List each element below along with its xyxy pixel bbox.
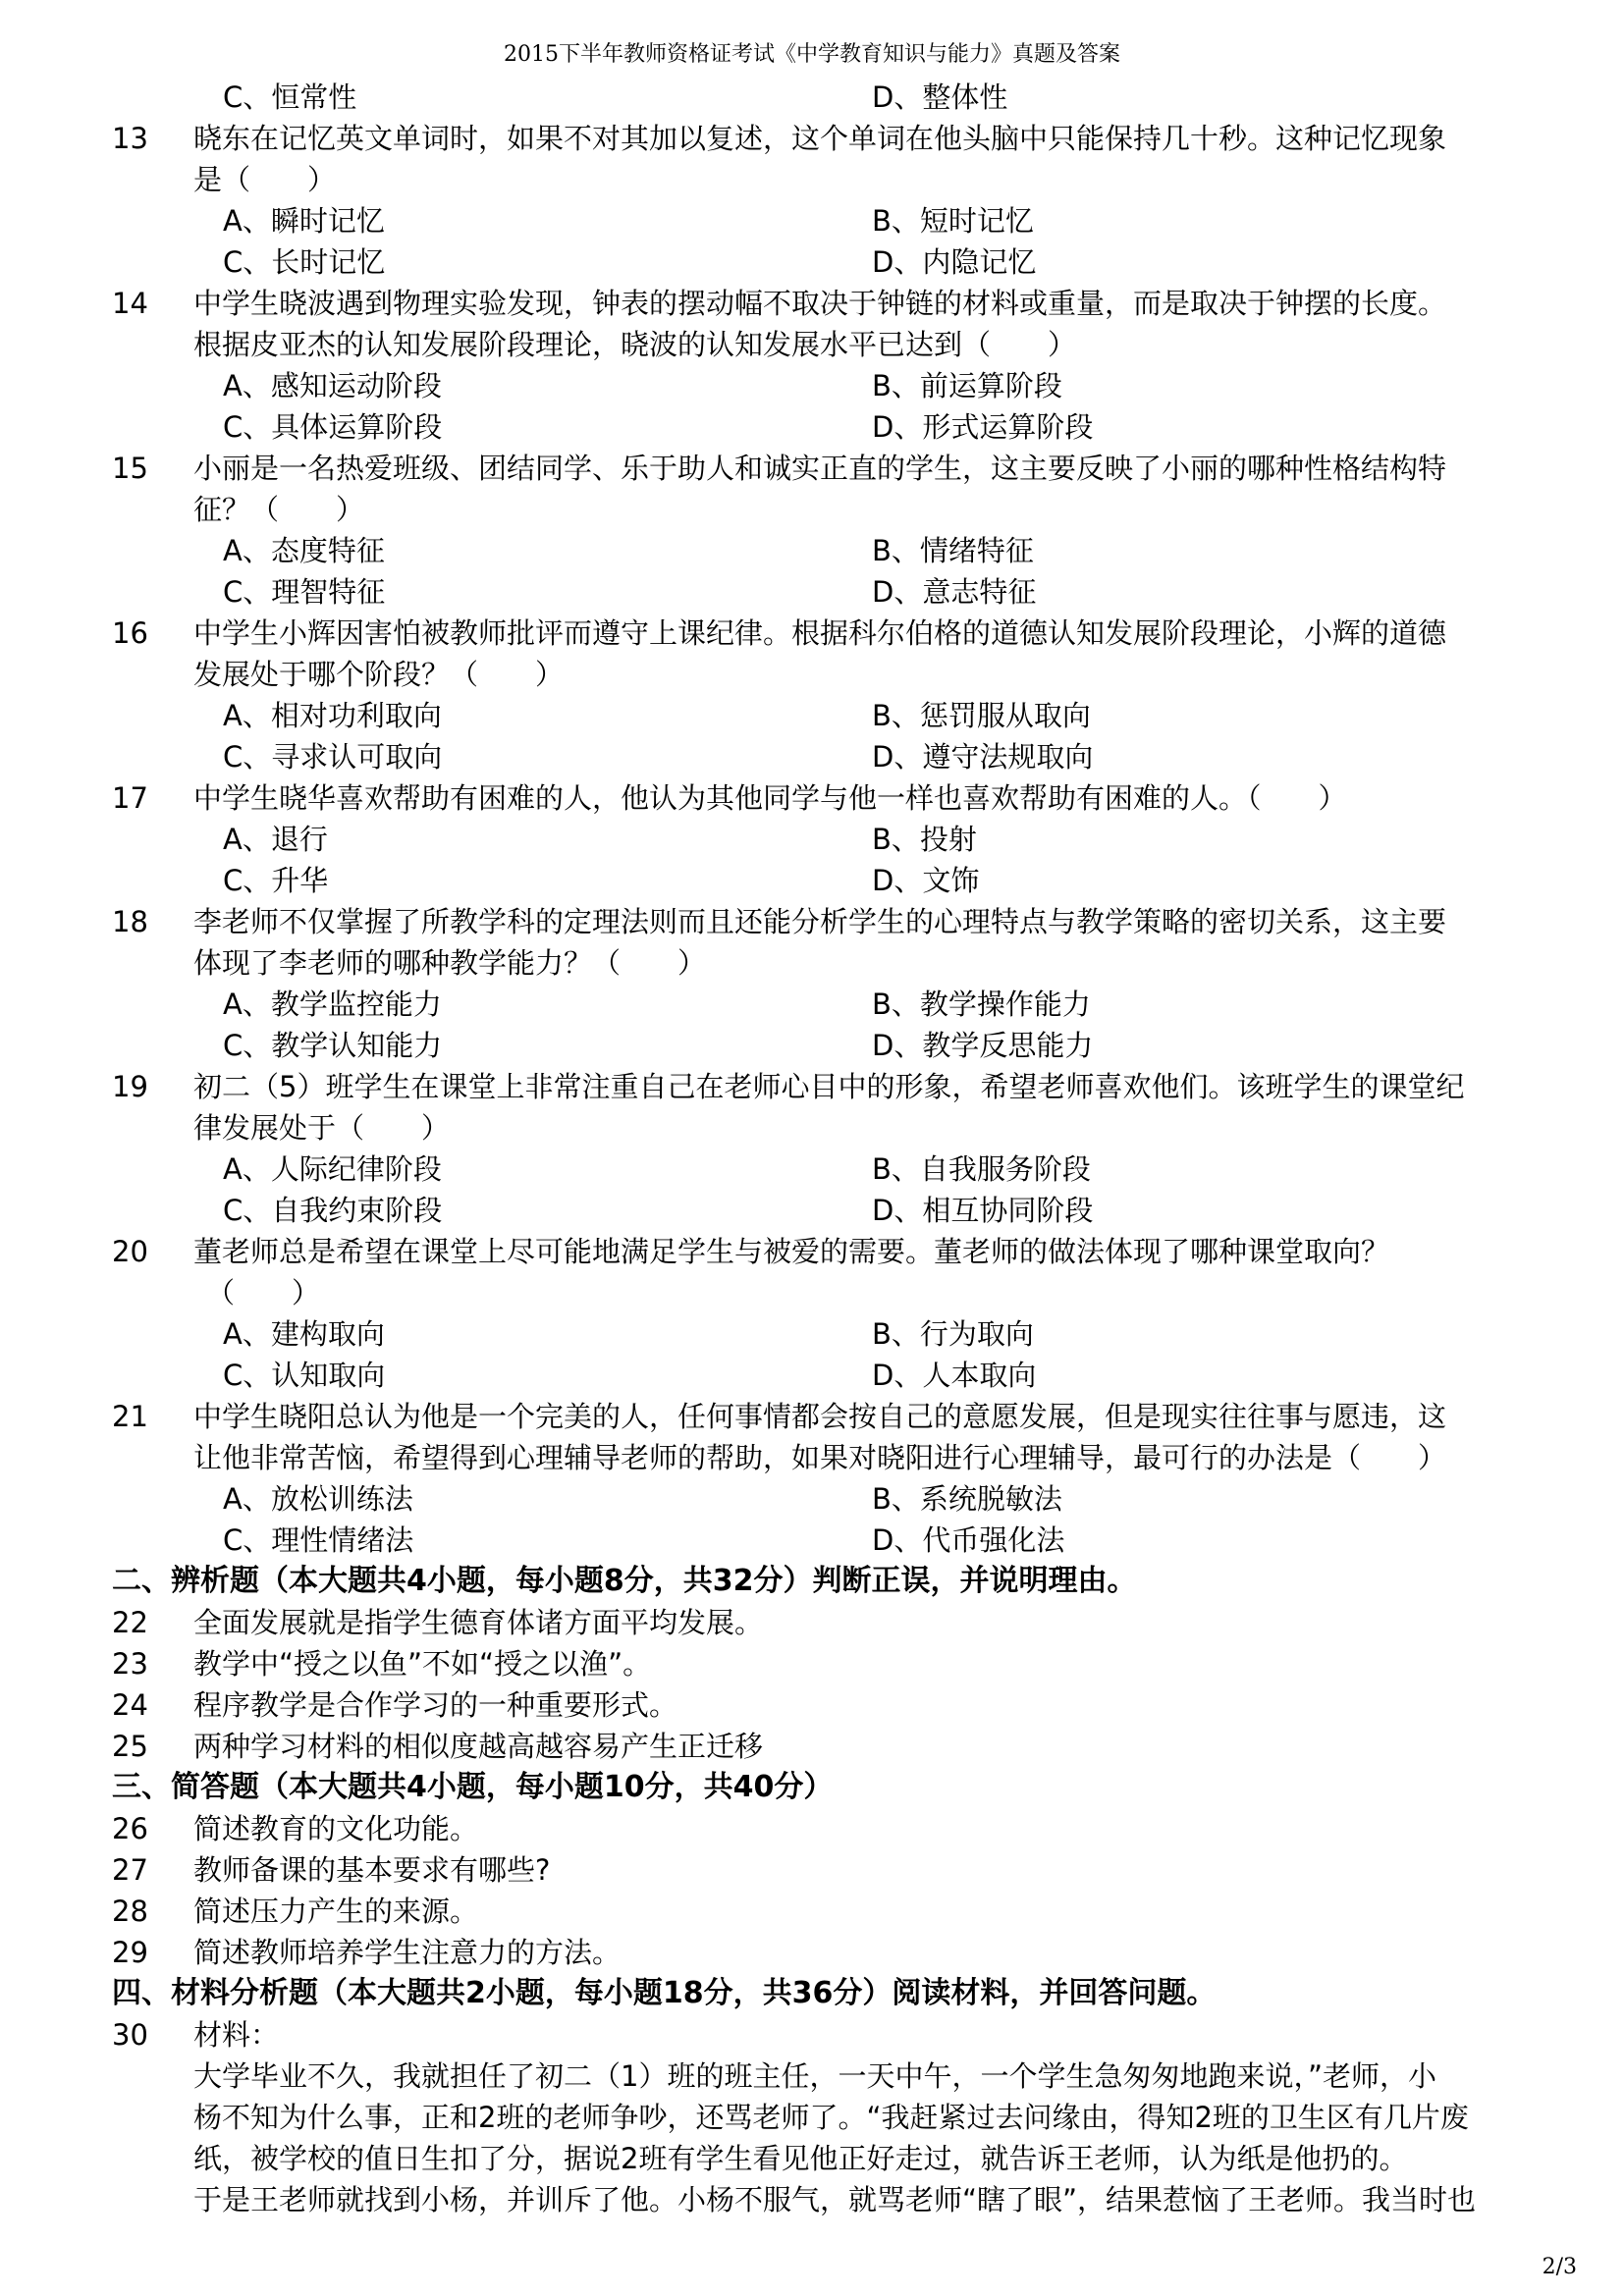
question-number: 17 <box>112 781 148 815</box>
question-number: 22 <box>112 1606 148 1639</box>
option-a: A、态度特征 <box>223 534 385 567</box>
question-number: 18 <box>112 905 148 938</box>
question-20 <box>0 1231 1624 1396</box>
section-analysis <box>0 1561 1624 1767</box>
option-a: A、人际纪律阶段 <box>223 1152 442 1186</box>
option-b: B、教学操作能力 <box>872 988 1091 1021</box>
option-c: C、具体运算阶段 <box>223 410 443 444</box>
section-title: 三、简答题（本大题共4小题，每小题10分，共40分） <box>112 1770 834 1804</box>
question-text: 李老师不仅掌握了所教学科的定理法则而且还能分析学生的心理特点与教学策略的密切关系，这主要 <box>193 905 1447 938</box>
option-a: A、放松训练法 <box>223 1482 413 1516</box>
option-a: A、退行 <box>223 823 328 856</box>
question-text: 是（ ） <box>193 163 337 196</box>
option-a: A、相对功利取向 <box>223 699 442 732</box>
question-number: 21 <box>112 1400 148 1433</box>
question-number: 28 <box>112 1895 148 1928</box>
option-d: D、形式运算阶段 <box>872 410 1094 444</box>
question-text: 程序教学是合作学习的一种重要形式。 <box>193 1688 678 1722</box>
option-c: C、恒常性 <box>223 80 357 114</box>
question-text: 简述压力产生的来源。 <box>193 1895 479 1928</box>
option-d: D、遵守法规取向 <box>872 740 1094 774</box>
option-d: D、教学反思能力 <box>872 1029 1094 1062</box>
option-d: D、人本取向 <box>872 1359 1037 1392</box>
question-text: 中学生晓波遇到物理实验发现，钟表的摆动幅不取决于钟链的材料或重量，而是取决于钟摆的长度。 <box>193 287 1447 320</box>
answer-blank: （ ） <box>206 1276 321 1309</box>
option-d: D、内隐记忆 <box>872 245 1037 279</box>
question-number: 24 <box>112 1688 148 1722</box>
option-c: C、寻求认可取向 <box>223 740 443 774</box>
material-text: 纸，被学校的值日生扣了分，据说2班有学生看见他正好走过，就告诉王老师，认为纸是他扔的。 <box>193 2142 1408 2175</box>
question-16 <box>0 613 1624 777</box>
question-text: 简述教师培养学生注意力的方法。 <box>193 1936 622 1969</box>
question-text: 让他非常苦恼，希望得到心理辅导老师的帮助，如果对晓阳进行心理辅导，最可行的办法是（ ） <box>193 1441 1447 1474</box>
option-b: B、短时记忆 <box>872 204 1034 238</box>
option-d: D、相互协同阶段 <box>872 1194 1094 1227</box>
section-material-analysis <box>0 1973 1624 2220</box>
page-header: 2015下半年教师资格证考试《中学教育知识与能力》真题及答案 <box>504 42 1120 67</box>
option-b: B、情绪特征 <box>872 534 1034 567</box>
option-b: B、投射 <box>872 823 977 856</box>
question-text: 小丽是一名热爱班级、团结同学、乐于助人和诚实正直的学生，这主要反映了小丽的哪种性格结构特 <box>193 452 1447 485</box>
question-number: 30 <box>112 2018 148 2052</box>
option-c: C、理智特征 <box>223 575 386 609</box>
material-text: 杨不知为什么事，正和2班的老师争吵，还骂老师了。“我赶紧过去问缘由，得知2班的卫生区有几片废 <box>193 2101 1469 2134</box>
question-text: 教学中“授之以鱼”不如“授之以渔”。 <box>193 1647 652 1681</box>
question-text: 中学生小辉因害怕被教师批评而遵守上课纪律。根据科尔伯格的道德认知发展阶段理论，小辉的道德 <box>193 616 1447 650</box>
option-d: D、整体性 <box>872 80 1008 114</box>
section-title: 四、材料分析题（本大题共2小题，每小题18分，共36分）阅读材料，并回答问题。 <box>112 1976 1217 2010</box>
question-text: 中学生晓华喜欢帮助有困难的人，他认为其他同学与他一样也喜欢帮助有困难的人。（ ） <box>193 781 1347 815</box>
option-a: A、建构取向 <box>223 1317 385 1351</box>
material-label: 材料： <box>193 2018 280 2052</box>
question-text: 初二（5）班学生在课堂上非常注重自己在老师心目中的形象，希望老师喜欢他们。该班学生的课堂纪 <box>193 1070 1465 1103</box>
question-13 <box>0 118 1624 283</box>
exam-content <box>0 77 1624 2220</box>
material-text: 于是王老师就找到小杨，并训斥了他。小杨不服气，就骂老师“瞎了眼”，结果惹恼了王老师。我当时也 <box>193 2183 1477 2216</box>
question-number: 19 <box>112 1070 148 1103</box>
question-number: 20 <box>112 1235 148 1268</box>
option-d: D、意志特征 <box>872 575 1037 609</box>
question-18 <box>0 901 1624 1066</box>
option-c: C、认知取向 <box>223 1359 386 1392</box>
question-number: 14 <box>112 287 148 320</box>
section-short-answer <box>0 1767 1624 1973</box>
option-a: A、瞬时记忆 <box>223 204 385 238</box>
option-d: D、代币强化法 <box>872 1523 1065 1557</box>
question-number: 13 <box>112 122 148 155</box>
option-b: B、自我服务阶段 <box>872 1152 1091 1186</box>
question-text: 晓东在记忆英文单词时，如果不对其加以复述，这个单词在他头脑中只能保持几十秒。这种记忆现象 <box>193 122 1447 155</box>
material-text: 大学毕业不久，我就担任了初二（1）班的班主任，一天中午，一个学生急匆匆地跑来说，”老师，小 <box>193 2059 1436 2093</box>
question-19 <box>0 1066 1624 1231</box>
option-c: C、教学认知能力 <box>223 1029 443 1062</box>
question-text: 征？（ ） <box>193 493 365 526</box>
option-c: C、理性情绪法 <box>223 1523 414 1557</box>
question-text: 根据皮亚杰的认知发展阶段理论，晓波的认知发展水平已达到（ ） <box>193 328 1077 361</box>
option-b: B、系统脱敏法 <box>872 1482 1062 1516</box>
option-d: D、文饰 <box>872 864 980 897</box>
option-b: B、行为取向 <box>872 1317 1034 1351</box>
question-text: 中学生晓阳总认为他是一个完美的人，任何事情都会按自己的意愿发展，但是现实往往事与愿违，这 <box>193 1400 1447 1433</box>
question-14 <box>0 283 1624 448</box>
question-15 <box>0 448 1624 613</box>
option-c: C、长时记忆 <box>223 245 386 279</box>
option-a: A、教学监控能力 <box>223 988 442 1021</box>
question-number: 29 <box>112 1936 148 1969</box>
option-b: B、前运算阶段 <box>872 369 1062 402</box>
question-text: 发展处于哪个阶段？（ ） <box>193 658 565 691</box>
question-21 <box>0 1396 1624 1561</box>
prev-question-options <box>0 77 1624 118</box>
question-text: 两种学习材料的相似度越高越容易产生正迁移 <box>193 1730 764 1763</box>
question-text: 全面发展就是指学生德育体诸方面平均发展。 <box>193 1606 764 1639</box>
question-17 <box>0 777 1624 901</box>
section-title: 二、辨析题（本大题共4小题，每小题8分，共32分）判断正误，并说明理由。 <box>112 1564 1137 1598</box>
question-number: 26 <box>112 1812 148 1845</box>
question-number: 16 <box>112 616 148 650</box>
question-number: 23 <box>112 1647 148 1681</box>
page-number: 2/3 <box>1542 2255 1577 2279</box>
option-c: C、自我约束阶段 <box>223 1194 443 1227</box>
question-number: 25 <box>112 1730 148 1763</box>
question-number: 27 <box>112 1853 148 1887</box>
question-text: 教师备课的基本要求有哪些? <box>193 1853 551 1887</box>
question-text: 董老师总是希望在课堂上尽可能地满足学生与被爱的需要。董老师的做法体现了哪种课堂取向？ <box>193 1235 1390 1268</box>
question-text: 体现了李老师的哪种教学能力？（ ） <box>193 946 707 980</box>
question-text: 简述教育的文化功能。 <box>193 1812 479 1845</box>
option-a: A、感知运动阶段 <box>223 369 442 402</box>
question-text: 律发展处于（ ） <box>193 1111 451 1145</box>
option-b: B、惩罚服从取向 <box>872 699 1091 732</box>
question-number: 15 <box>112 452 148 485</box>
option-c: C、升华 <box>223 864 329 897</box>
